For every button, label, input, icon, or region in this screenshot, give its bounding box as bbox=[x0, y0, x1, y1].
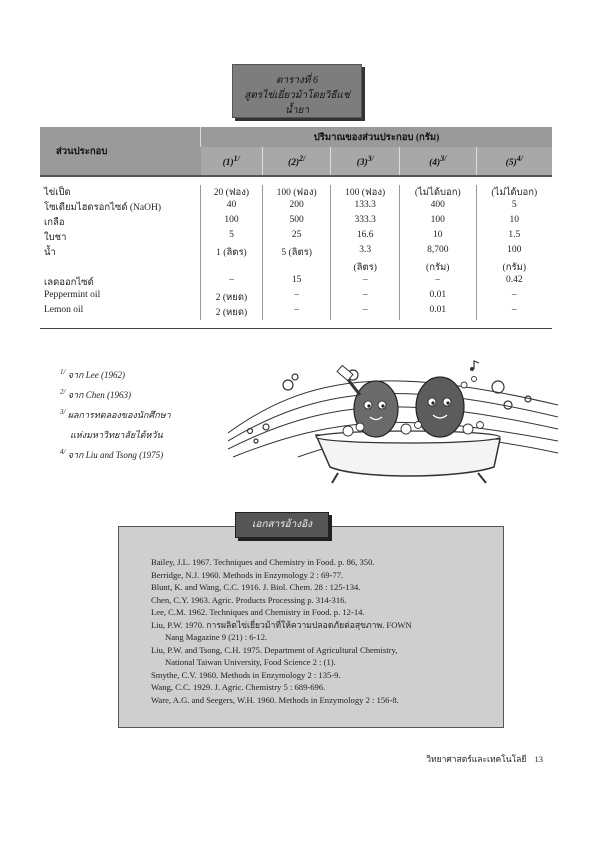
quantity-cell: 100 bbox=[476, 245, 552, 260]
table-row bbox=[40, 230, 552, 245]
table-body bbox=[40, 177, 552, 328]
column-header: $(2)^{2/}$ bbox=[262, 147, 331, 175]
table-title-number: ตารางที่ 6 bbox=[275, 75, 319, 86]
quantity-cell bbox=[201, 260, 263, 275]
quantity-cell: 100 bbox=[201, 215, 263, 230]
footnote-mark: 4/ bbox=[60, 448, 66, 456]
quantity-cell: 10 bbox=[476, 215, 552, 230]
footnote-text: จาก Chen (1963) bbox=[67, 390, 131, 400]
quantity-cell: – bbox=[331, 305, 400, 320]
footnote bbox=[60, 424, 171, 444]
footnote-mark: 1/ bbox=[60, 368, 66, 376]
footnote bbox=[60, 404, 171, 424]
recipe-table bbox=[40, 127, 552, 329]
table-row bbox=[40, 215, 552, 230]
quantity-cell: 10 bbox=[399, 230, 476, 245]
table-row bbox=[40, 275, 552, 290]
quantity-cell: (กรัม) bbox=[476, 260, 552, 275]
quantity-cell: – bbox=[331, 290, 400, 305]
quantity-cell: (ไม่ได้บอก) bbox=[399, 185, 476, 200]
reference-entry: Lee, C.M. 1962. Techniques and Chemistry in Food. p. 12-14. bbox=[151, 607, 365, 617]
footnote-mark: 3/ bbox=[60, 408, 66, 416]
table-title-box bbox=[232, 64, 362, 118]
reference-entry: National Taiwan University, Food Science 2 : (1). bbox=[165, 657, 336, 667]
quantity-cell: 0.01 bbox=[399, 305, 476, 320]
quantity-cell: (กรัม) bbox=[399, 260, 476, 275]
reference-entry: Nang Magazine 9 (21) : 6-12. bbox=[165, 632, 268, 642]
quantity-cell: 0.01 bbox=[399, 290, 476, 305]
quantity-cell: 100 (ฟอง) bbox=[262, 185, 331, 200]
reference-entry: Chen, C.Y. 1963. Agric. Products Processing p. 314-316. bbox=[151, 594, 347, 605]
reference-entry: Ware, A.G. and Seegers, W.H. 1960. Methods in Enzymology 2 : 156-8. bbox=[151, 694, 399, 705]
page-footer bbox=[426, 752, 543, 766]
ingredient-name: Lemon oil bbox=[44, 305, 84, 315]
quantity-cell: 5 bbox=[476, 200, 552, 215]
ingredient-name: ไข่เป็ด bbox=[44, 188, 71, 198]
quantity-cell: – bbox=[399, 275, 476, 290]
footnote bbox=[60, 384, 171, 404]
quantity-cell: 16.6 bbox=[331, 230, 400, 245]
table-row bbox=[40, 305, 552, 320]
reference-entry: Bailey, J.L. 1967. Techniques and Chemistry in Food. p. 86, 350. bbox=[151, 557, 375, 567]
reference-entry: Smythe, C.V. 1960. Methods in Enzymology 2 : 135-9. bbox=[151, 669, 341, 680]
ingredient-name: โซเดียมไฮดรอกไซด์ (NaOH) bbox=[44, 203, 161, 213]
ingredient-name: Peppermint oil bbox=[44, 290, 101, 300]
ingredient-name: ใบชา bbox=[44, 233, 67, 243]
quantity-cell: 100 bbox=[399, 215, 476, 230]
column-header: $(4)^{3/}$ bbox=[399, 147, 476, 175]
footnote-text: จาก Lee (1962) bbox=[67, 370, 125, 380]
quantity-cell: 40 bbox=[201, 200, 263, 215]
ingredient-name: เลดออกไซด์ bbox=[44, 278, 94, 288]
quantity-cell: – bbox=[476, 290, 552, 305]
quantity-cell: 200 bbox=[262, 200, 331, 215]
quantity-cell: 5 (ลิตร) bbox=[262, 245, 331, 260]
quantity-cell: 2 (หยด) bbox=[201, 290, 263, 305]
quantity-cell: 5 bbox=[201, 230, 263, 245]
quantity-cell: 15 bbox=[262, 275, 331, 290]
footnote-text: จาก Liu and Tsong (1975) bbox=[67, 450, 164, 460]
quantity-cell: (ไม่ได้บอก) bbox=[476, 185, 552, 200]
quantity-cell: – bbox=[476, 305, 552, 320]
quantity-cell: – bbox=[262, 305, 331, 320]
footnote-text: ผลการทดลองของนักศึกษา bbox=[67, 410, 171, 420]
column-header: $(1)^{1/}$ bbox=[201, 147, 263, 175]
bathtub-eggs-illustration bbox=[228, 355, 558, 485]
reference-entry: Berridge, N.J. 1960. Methods in Enzymology 2 : 69-77. bbox=[151, 569, 344, 580]
quantity-cell: 8,700 bbox=[399, 245, 476, 260]
quantity-cell: 25 bbox=[262, 230, 331, 245]
header-ingredient: ส่วนประกอบ bbox=[40, 127, 201, 175]
quantity-cell: 0.42 bbox=[476, 275, 552, 290]
table-row bbox=[40, 185, 552, 200]
quantity-cell: – bbox=[262, 290, 331, 305]
page-number: 13 bbox=[534, 754, 543, 764]
quantity-cell: 500 bbox=[262, 215, 331, 230]
ingredient-name: น้ำ bbox=[44, 248, 56, 258]
table-row bbox=[40, 245, 552, 260]
column-header: $(5)^{4/}$ bbox=[476, 147, 552, 175]
quantity-cell: – bbox=[331, 275, 400, 290]
table-row bbox=[40, 290, 552, 305]
column-header: $(3)^{3/}$ bbox=[331, 147, 400, 175]
quantity-cell: 1 (ลิตร) bbox=[201, 245, 263, 260]
quantity-cell: 333.3 bbox=[331, 215, 400, 230]
footer-journal: วิทยาศาสตร์และเทคโนโลยี bbox=[426, 754, 527, 764]
quantity-cell: 400 bbox=[399, 200, 476, 215]
quantity-cell: 100 (ฟอง) bbox=[331, 185, 400, 200]
quantity-cell: 20 (ฟอง) bbox=[201, 185, 263, 200]
footnotes bbox=[60, 364, 171, 464]
header-quantity: ปริมาณของส่วนประกอบ (กรัม) bbox=[201, 127, 553, 147]
quantity-cell bbox=[262, 260, 331, 275]
reference-entry: Wang, C.C. 1929. J. Agric. Chemistry 5 : 689-696. bbox=[151, 682, 326, 692]
ingredient-name: เกลือ bbox=[44, 218, 65, 228]
footnote bbox=[60, 364, 171, 384]
table-row bbox=[40, 200, 552, 215]
footnote-mark: 2/ bbox=[60, 388, 66, 396]
footnote-text: แห่งมหาวิทยาลัยไต้หวัน bbox=[70, 430, 163, 440]
quantity-cell: – bbox=[201, 275, 263, 290]
quantity-cell: 2 (หยด) bbox=[201, 305, 263, 320]
table-title-text: สูตรไข่เยี่ยวม้าโดยวิธีแช่น้ำยา bbox=[244, 90, 350, 116]
footnote bbox=[60, 444, 171, 464]
references-title: เอกสารอ้างอิง bbox=[235, 512, 329, 538]
quantity-cell: (ลิตร) bbox=[331, 260, 400, 275]
reference-entry: Liu, P.W. 1970. การผลิตไข่เยี่ยวม้าที่ให้ความปลอดภัยต่อสุขภาพ. FOWN bbox=[151, 619, 412, 630]
ingredient-name bbox=[40, 260, 201, 275]
references-list bbox=[151, 556, 491, 706]
reference-entry: Liu, P.W. and Tsong, C.H. 1975. Department of Agricultural Chemistry, bbox=[151, 644, 398, 655]
quantity-cell: 3.3 bbox=[331, 245, 400, 260]
quantity-cell: 133.3 bbox=[331, 200, 400, 215]
table-row bbox=[40, 260, 552, 275]
quantity-cell: 1.5 bbox=[476, 230, 552, 245]
reference-entry: Blunt, K. and Wang, C.C. 1916. J. Biol. Chem. 28 : 125-134. bbox=[151, 582, 361, 592]
